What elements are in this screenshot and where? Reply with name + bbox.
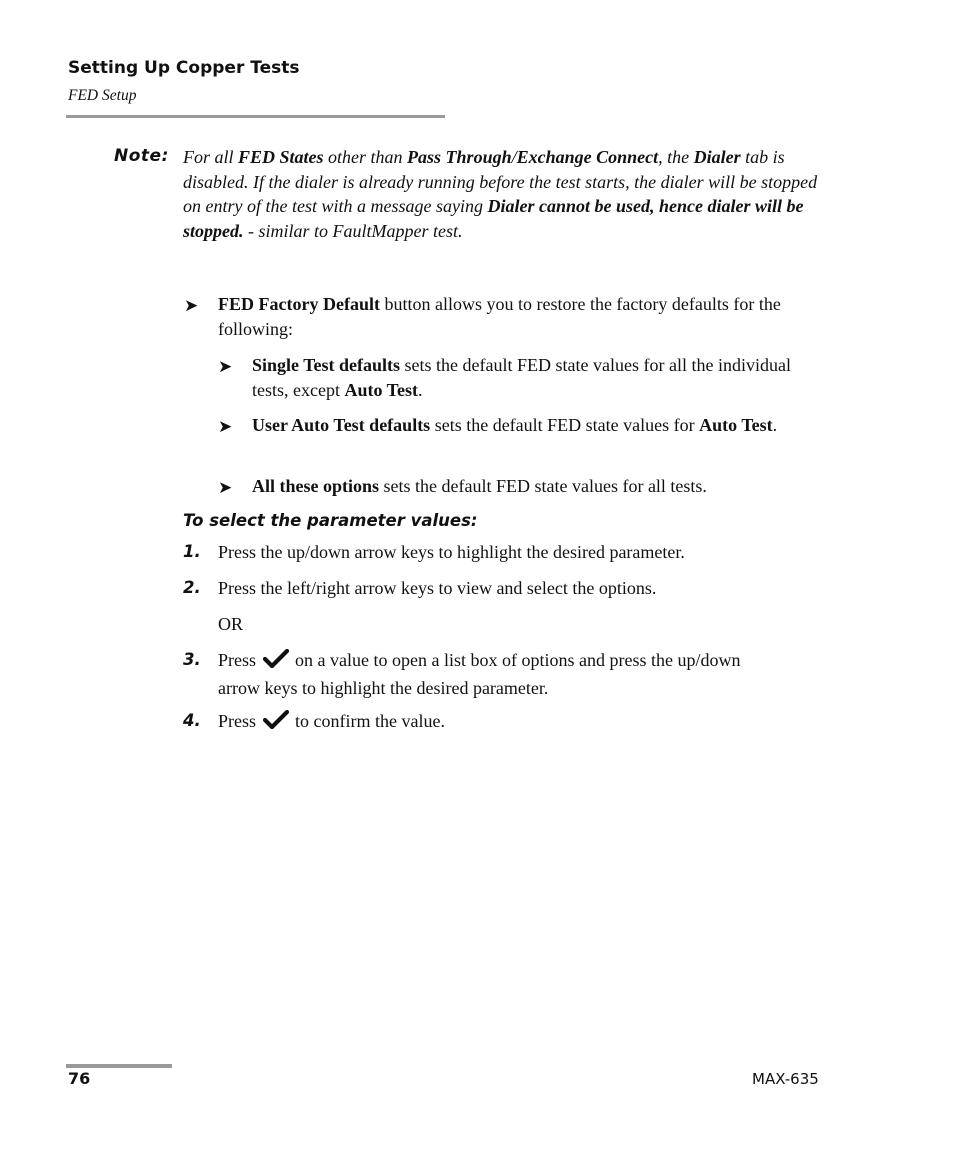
bullet-bold: Auto Test bbox=[699, 415, 773, 435]
header-divider bbox=[66, 115, 445, 118]
bullet-text: sets the default FED state values for all the individual tests, except bbox=[252, 355, 791, 400]
section-title: Setting Up Copper Tests bbox=[68, 58, 300, 78]
note-bold: FED States bbox=[238, 147, 324, 167]
arrow-bullet-icon: ➤ bbox=[184, 296, 199, 315]
note-bold: Pass Through bbox=[407, 147, 512, 167]
bullet-bold: Auto Test bbox=[344, 379, 419, 400]
bullet-factory-default bbox=[218, 292, 818, 341]
note-text: For all bbox=[183, 147, 239, 167]
note-label: Note: bbox=[114, 146, 169, 166]
note-text: other than bbox=[323, 147, 408, 167]
note-text: tab is disabled. If the dialer is already running before the test starts, the dialer will be stopped on entry of the test with a message saying bbox=[183, 147, 818, 217]
page-number: 76 bbox=[68, 1069, 91, 1088]
note-bold: Dialer bbox=[693, 147, 741, 167]
note-text: , the bbox=[658, 147, 694, 167]
step-text-pre: Press bbox=[218, 650, 257, 670]
step-text-pre: Press bbox=[218, 711, 257, 731]
bullet-text: sets the default FED state values for bbox=[430, 415, 700, 435]
bullet-bold: All these options bbox=[252, 476, 380, 496]
bullet-bold: Single Test defaults bbox=[252, 355, 401, 375]
step-text-post: on a value to open a list box of options and press the up/down arrow keys to highlight the desired parameter. bbox=[218, 650, 741, 698]
document-id: MAX-635 bbox=[752, 1070, 819, 1088]
step-number: 3. bbox=[183, 650, 201, 669]
procedure-heading: To select the parameter values: bbox=[183, 511, 478, 530]
step-number: 2. bbox=[183, 578, 201, 597]
bullet-text: button allows you to restore the factory defaults for the following: bbox=[218, 294, 781, 339]
bullet-single-test bbox=[252, 353, 822, 402]
arrow-bullet-icon: ➤ bbox=[218, 417, 233, 436]
arrow-bullet-icon: ➤ bbox=[218, 478, 233, 497]
bullet-bold: FED Factory Default bbox=[218, 294, 380, 314]
step-number: 1. bbox=[183, 542, 201, 561]
note-text: - similar to FaultMapper test. bbox=[243, 220, 463, 241]
bullet-user-auto-test bbox=[252, 413, 822, 438]
arrow-bullet-icon: ➤ bbox=[218, 357, 233, 376]
step-number: 4. bbox=[183, 711, 201, 730]
bullet-text: . bbox=[772, 415, 778, 435]
step-text bbox=[218, 648, 778, 700]
checkmark-icon bbox=[263, 710, 289, 737]
note-body bbox=[183, 145, 823, 243]
step-text bbox=[218, 709, 818, 737]
note-bold: Exchange Connect bbox=[516, 147, 659, 167]
checkmark-icon bbox=[263, 649, 289, 676]
step-text: Press the up/down arrow keys to highlight the desired parameter. bbox=[218, 542, 685, 562]
note-bold: Dialer cannot be used, hence dialer will be stopped. bbox=[183, 196, 804, 241]
note-text: / bbox=[511, 147, 517, 167]
step-text-post: to confirm the value. bbox=[295, 711, 445, 731]
section-subtitle: FED Setup bbox=[68, 87, 137, 104]
step-text: Press the left/right arrow keys to view and select the options. bbox=[218, 578, 657, 598]
bullet-all-options bbox=[252, 474, 822, 499]
bullet-text: sets the default FED state values for all tests. bbox=[379, 476, 707, 496]
bullet-text: . bbox=[418, 379, 423, 400]
or-separator: OR bbox=[218, 614, 244, 634]
footer-divider bbox=[66, 1064, 172, 1068]
bullet-bold: User Auto Test defaults bbox=[252, 415, 431, 435]
